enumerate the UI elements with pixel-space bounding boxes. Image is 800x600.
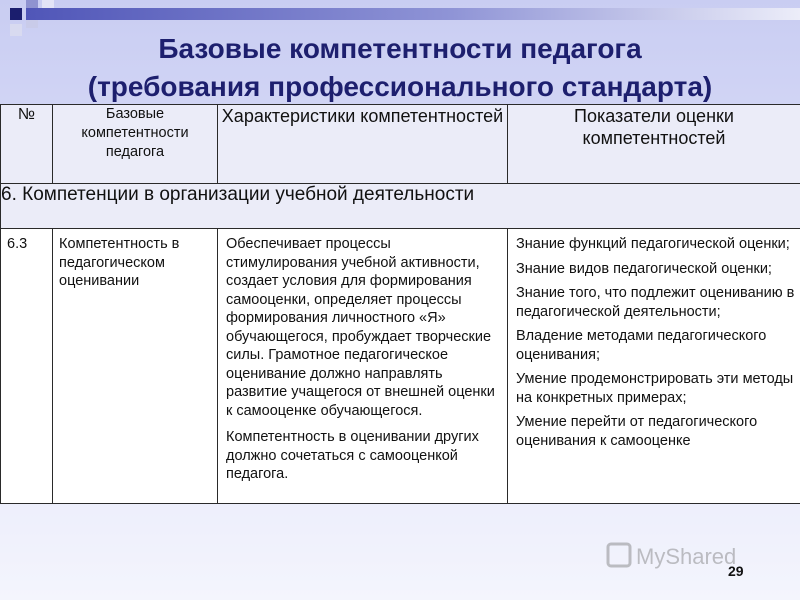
row-characteristics xyxy=(218,229,508,504)
characteristics-paragraph: Компетентность в оценивании других должно сочетаться с самооценкой педагога. xyxy=(226,429,479,482)
row-number: 6.3 xyxy=(1,229,53,504)
header-number: № xyxy=(1,105,53,184)
row-indicators xyxy=(508,229,800,504)
indicator-item: Знание того, что подлежит оцениванию в педагогической деятельности; xyxy=(516,285,795,320)
indicator-item: Умение перейти от педагогического оценивания к самооценке xyxy=(516,414,758,449)
indicator-item: Умение продемонстрировать эти методы на конкретных примерах; xyxy=(516,371,794,406)
header-characteristics: Характеристики компетентностей xyxy=(218,105,508,184)
title-line-1: Базовые компетентности педагога xyxy=(158,33,642,64)
row-competence: Компетентность в педагогическом оценивании xyxy=(53,229,218,504)
header-bar xyxy=(26,8,800,20)
header-indicators: Показатели оценки компетентностей xyxy=(508,105,800,184)
table-header-row xyxy=(1,105,800,184)
indicator-item: Знание функций педагогической оценки; xyxy=(516,236,790,252)
slide-title xyxy=(0,30,800,106)
page-number: 29 xyxy=(728,563,744,579)
competence-table xyxy=(0,104,800,504)
watermark-text: MyShared xyxy=(636,544,737,569)
title-line-2: (требования профессионального стандарта) xyxy=(87,71,713,102)
section-row xyxy=(1,184,800,229)
section-title: 6. Компетенции в организации учебной деятельности xyxy=(1,184,800,229)
indicator-item: Знание видов педагогической оценки; xyxy=(516,260,772,277)
table-row xyxy=(1,229,800,504)
characteristics-paragraph: Обеспечивает процессы стимулирования учебной активности, создает условия для формирования самооценки, определяет процессы формирования личностного «Я» обучающегося, пробуждает творческие силы. Грамотное педагогическое оценивание должно направлять развитие учащегося от внешней оценки к самооценке обучающегося. xyxy=(226,236,495,419)
indicator-item: Владение методами педагогического оценивания; xyxy=(516,328,767,363)
header-competence: Базовые компетентности педагога xyxy=(53,105,218,184)
